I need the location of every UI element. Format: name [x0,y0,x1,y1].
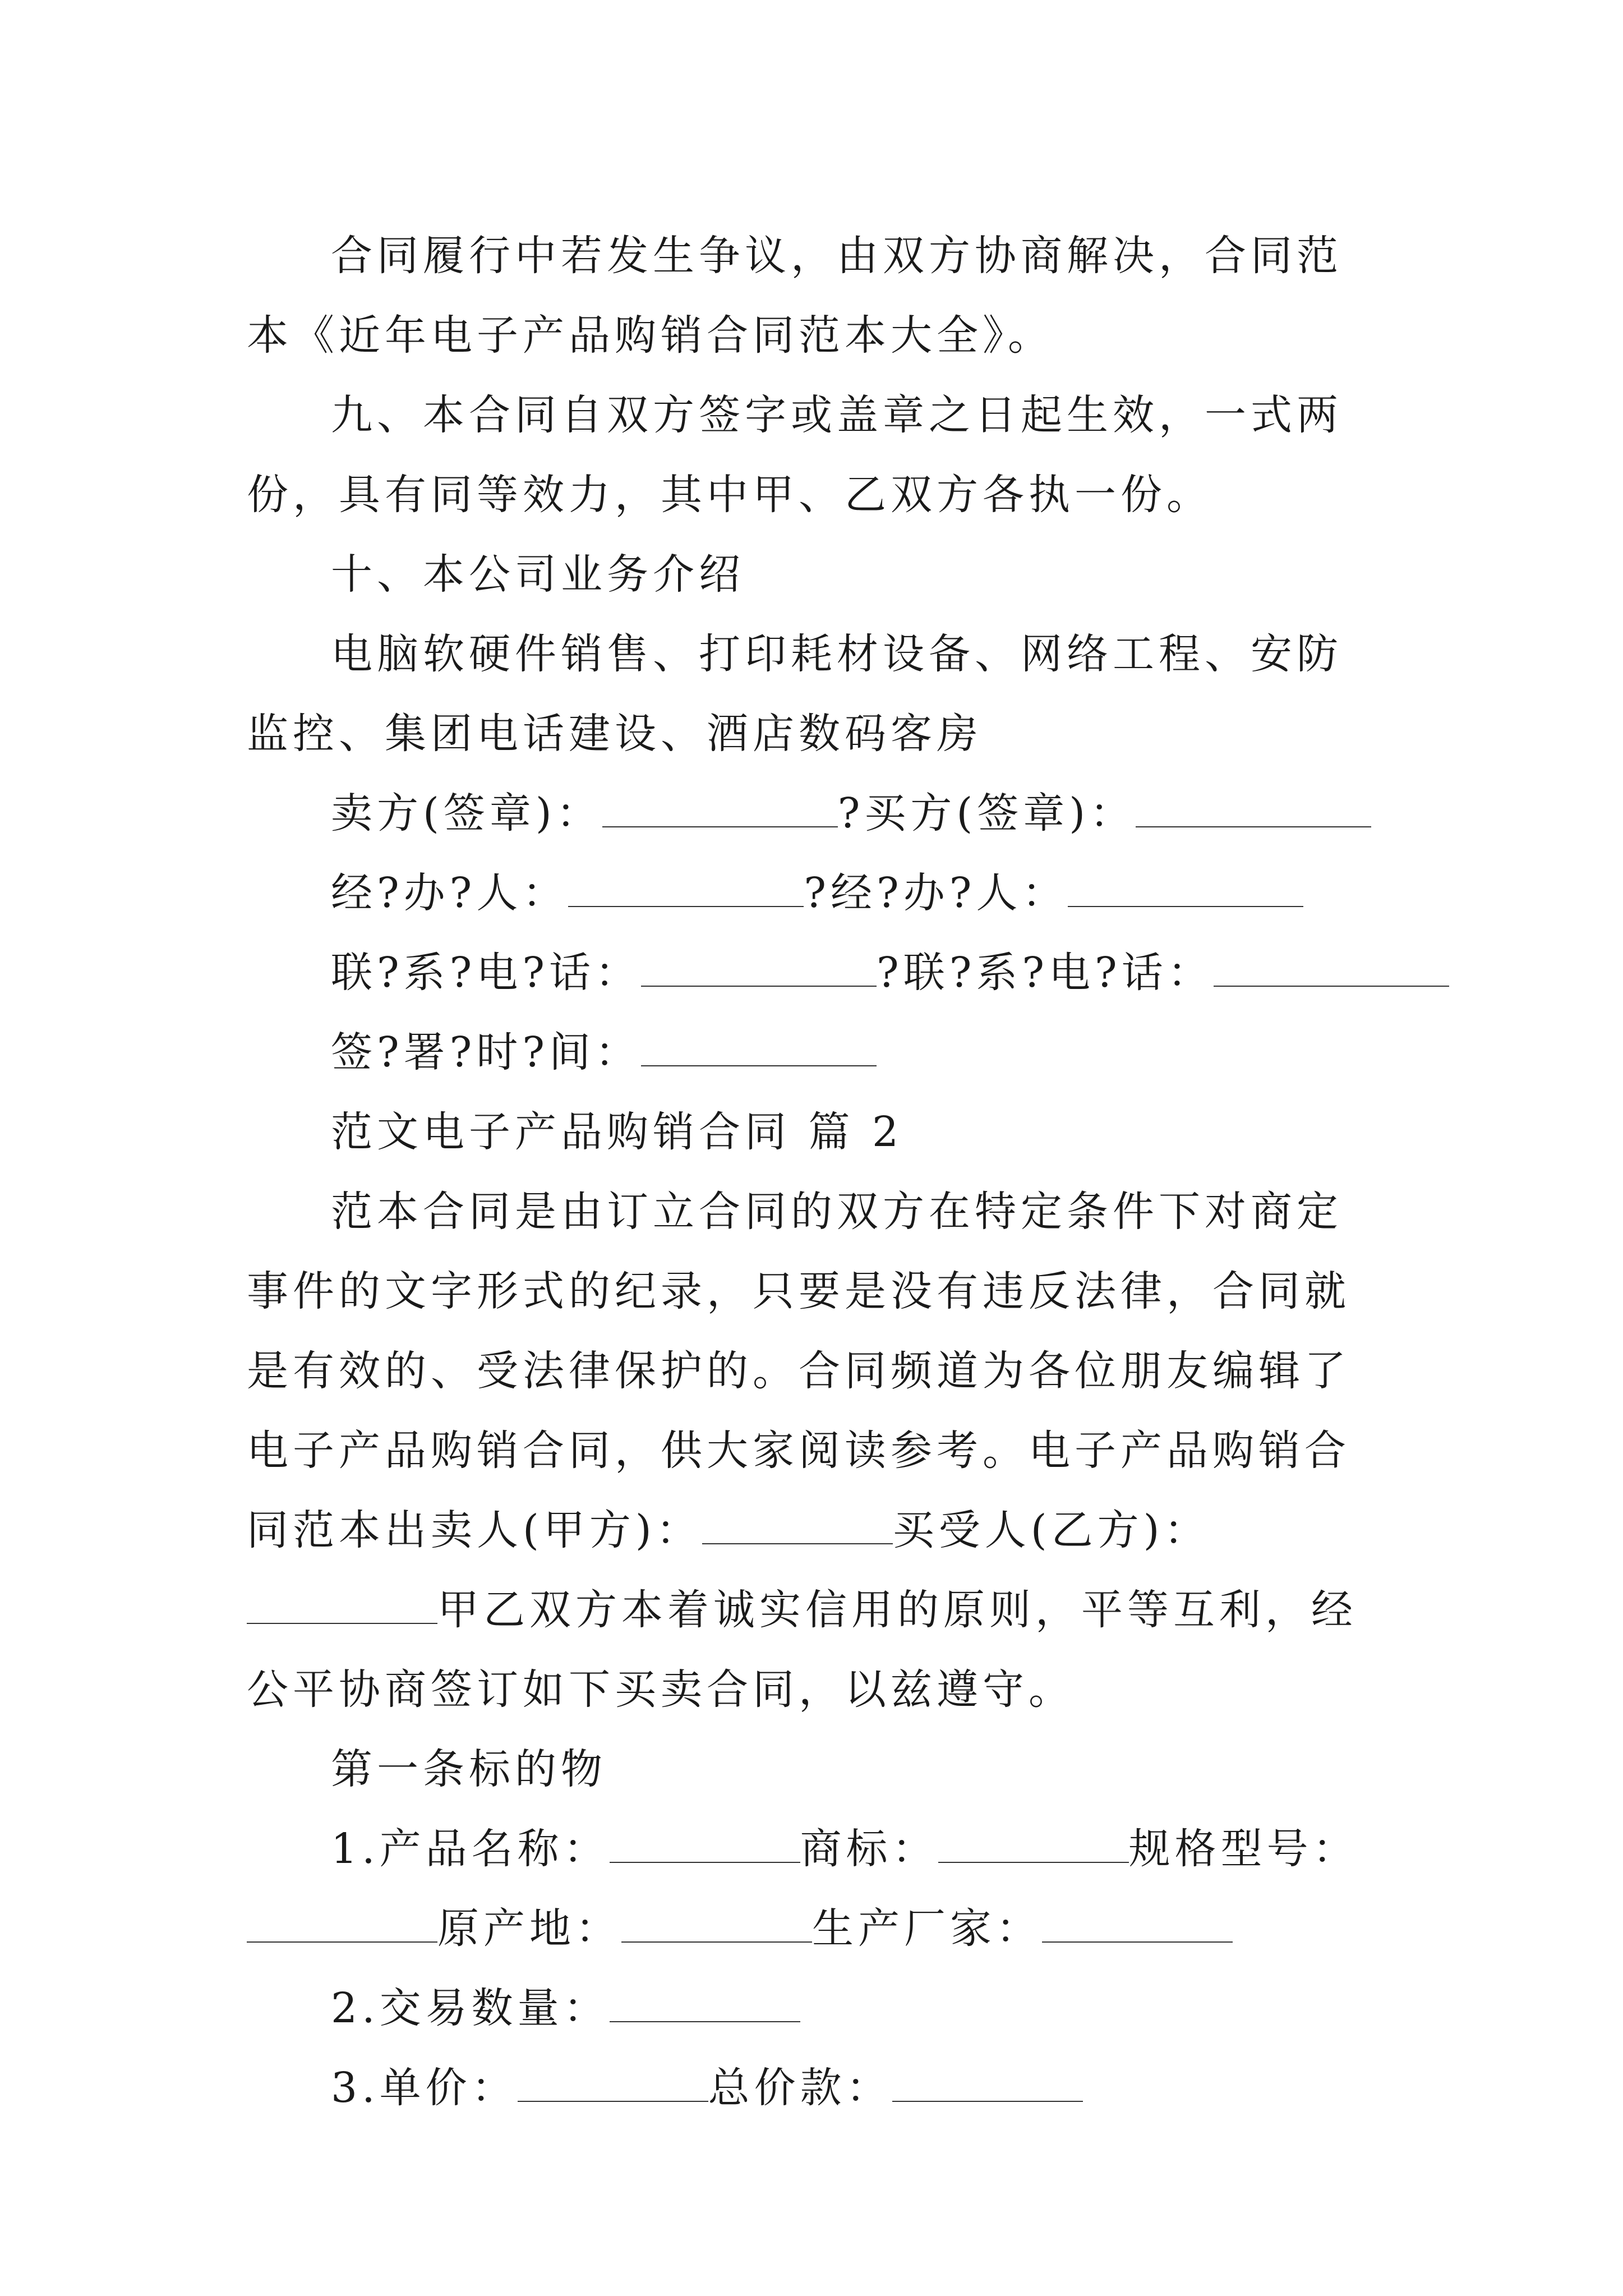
section2-intro [247,1172,1368,1729]
business-intro: 电脑软硬件销售、打印耗材设备、网络工程、安防监控、集团电话建设、酒店数码客房 [247,630,1343,758]
total-price-blank[interactable] [892,2066,1083,2102]
spec-blank[interactable] [247,1907,437,1943]
item-one-product [247,1809,1368,1968]
intro-text-a: 范本合同是由订立合同的双方在特定条件下对商定事件的文字形式的纪录，只要是没有违反法律，合同就是有效的、受法律保护的。合同频道为各位朋友编辑了电子产品购销合同，供大家阅读参考。电子产品购销合同范本出卖人(甲方)： [247,1188,1350,1554]
item-two-quantity [247,1968,1368,2048]
buyer-handler-blank[interactable] [1068,871,1303,907]
sign-time-blank[interactable] [641,1030,877,1066]
intro-text-b: 买受人(乙方)： [892,1506,1210,1554]
quantity-blank[interactable] [610,1986,800,2022]
buyer-signature-label: ?买方(签章)： [837,789,1136,838]
product-name-label: 1.产品名称： [331,1825,610,1873]
signature-row-phone [247,933,1368,1013]
item-three-price [247,2048,1368,2128]
clause-ten-heading: 十、本公司业务介绍 [331,550,745,599]
unit-price-blank[interactable] [518,2066,708,2102]
clause-nine: 九、本合同自双方签字或盖章之日起生效，一式两份，具有同等效力，其中甲、乙双方各执一份。 [247,391,1343,519]
seller-phone-blank[interactable] [641,951,877,987]
seller-handler-blank[interactable] [568,871,804,907]
section2-heading: 范文电子产品购销合同 篇 2 [331,1108,903,1156]
buyer-handler-label: ?经?办?人： [804,869,1068,917]
buyer-phone-label: ?联?系?电?话： [877,949,1214,997]
brand-blank[interactable] [938,1827,1129,1863]
origin-blank[interactable] [621,1907,812,1943]
quantity-label: 2.交易数量： [331,1984,610,2032]
seller-signature-label: 卖方(签章)： [331,789,602,838]
contract-body [247,216,1368,2128]
total-price-label: 总价款： [708,2064,892,2112]
seller-handler-label: 经?办?人： [331,869,569,917]
maker-blank[interactable] [1042,1907,1233,1943]
signature-row-handler [247,853,1368,933]
sign-time-label: 签?署?时?间： [331,1028,642,1076]
buyer-party-blank[interactable] [247,1588,437,1624]
buyer-phone-blank[interactable] [1214,951,1449,987]
unit-price-label: 3.单价： [331,2064,518,2112]
maker-label: 生产厂家： [812,1904,1042,1953]
buyer-signature-blank[interactable] [1136,792,1371,827]
product-name-blank[interactable] [610,1827,800,1863]
dispute-clause: 合同履行中若发生争议，由双方协商解决，合同范本《近年电子产品购销合同范本大全》。 [247,232,1343,360]
article-one-heading: 第一条标的物 [331,1745,607,1793]
seller-phone-label: 联?系?电?话： [331,949,642,997]
spec-label: 规格型号： [1128,1825,1359,1873]
brand-label: 商标： [800,1825,938,1873]
signature-row-time [247,1013,1368,1092]
seller-signature-blank[interactable] [602,792,838,827]
origin-label: 原产地： [437,1904,621,1953]
intro-text-c: 甲乙双方本着诚实信用的原则，平等互利，经公平协商签订如下买卖合同，以兹遵守。 [247,1586,1357,1714]
seller-party-blank[interactable] [702,1508,893,1544]
signature-row-party [247,774,1368,853]
